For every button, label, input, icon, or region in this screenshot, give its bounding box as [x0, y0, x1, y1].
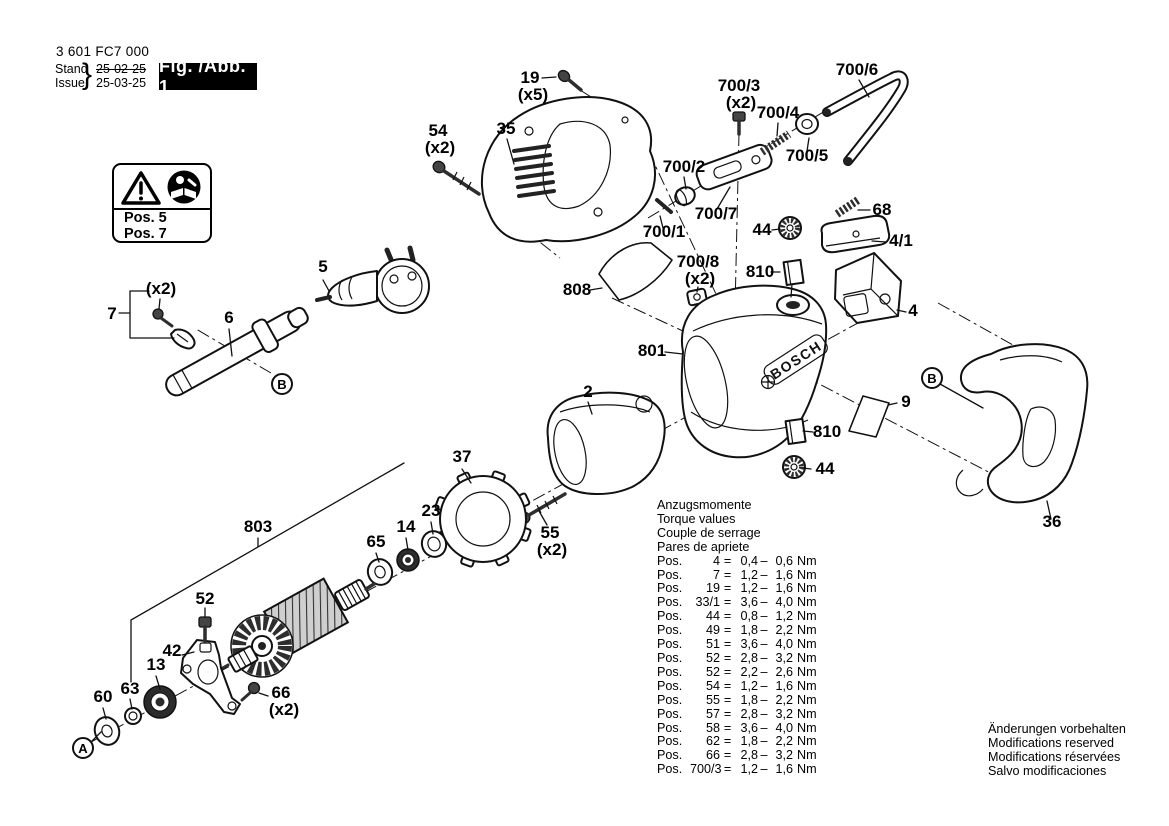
torque-row: [657, 678, 817, 694]
unit: Nm: [797, 706, 817, 721]
unit: Nm: [797, 637, 817, 652]
torque-row: [657, 567, 817, 583]
part-label-7-qty: (x2): [145, 279, 177, 298]
part-label-63: 63: [120, 679, 140, 698]
min-value: 1,2: [740, 581, 758, 596]
part-label-68: 68: [872, 200, 892, 219]
callout-b-left-letter: B: [277, 377, 287, 392]
eq: =: [723, 748, 732, 763]
pos-label: Pos.: [657, 623, 683, 638]
pos-value: 52: [705, 650, 720, 665]
part-label-700-7: 700/7: [694, 204, 738, 223]
air-baffle-37: [435, 471, 531, 567]
min-value: 2,2: [740, 664, 758, 679]
unit: Nm: [797, 567, 817, 582]
eq: =: [723, 706, 732, 721]
part-label-700-3: 700/3: [717, 76, 761, 95]
part-label-700-5: 700/5: [785, 146, 829, 165]
pos-label: Pos.: [657, 692, 683, 707]
unit: Nm: [797, 748, 817, 763]
part-label-54-qty: (x2): [424, 138, 456, 157]
note-en: Modifications reserved: [988, 736, 1114, 750]
max-value: 1,6: [775, 567, 793, 582]
pos-label: Pos.: [657, 637, 683, 652]
note-fr: Modifications réservées: [988, 750, 1121, 764]
issue-label: Issue: [55, 76, 85, 90]
pos-value: 4: [712, 553, 720, 568]
pos-label: Pos.: [657, 720, 683, 735]
eq: =: [723, 623, 732, 638]
eq: =: [723, 553, 732, 568]
unit: Nm: [797, 720, 817, 735]
torque-row: [657, 692, 817, 708]
max-value: 1,2: [775, 609, 793, 624]
label-plate-808: [599, 243, 672, 300]
range-dash: –: [760, 678, 768, 693]
pos-label: Pos.: [657, 734, 683, 749]
max-value: 2,2: [775, 692, 793, 707]
part-label-700-3-qty: (x2): [725, 93, 757, 112]
min-value: 2,8: [740, 650, 758, 665]
screw-7: [153, 309, 172, 326]
min-value: 1,8: [740, 692, 758, 707]
part-label-55: 55: [540, 523, 560, 542]
callout-a-letter: A: [78, 741, 88, 756]
pos-value: 44: [705, 609, 720, 624]
pos-value: 62: [705, 734, 720, 749]
max-value: 2,2: [775, 623, 793, 638]
handle-bar-700-6: [823, 75, 904, 165]
max-value: 4,0: [775, 720, 793, 735]
washer-65: [364, 556, 395, 589]
eq: =: [723, 567, 732, 582]
max-value: 2,6: [775, 664, 793, 679]
part-label-700-6: 700/6: [835, 60, 879, 79]
unit: Nm: [797, 581, 817, 596]
unit: Nm: [797, 678, 817, 693]
note-de: Änderungen vorbehalten: [988, 722, 1126, 736]
bearing-14: [397, 549, 419, 571]
range-dash: –: [760, 581, 768, 596]
range-dash: –: [760, 664, 768, 679]
old-date: 25-02-25: [96, 62, 147, 76]
part-label-42: 42: [162, 641, 182, 660]
part-label-19: 19: [520, 68, 540, 87]
eq: =: [723, 650, 732, 665]
min-value: 3,6: [740, 637, 758, 652]
torque-row: [657, 762, 817, 777]
torque-row: [657, 581, 817, 596]
cap-44-bottom: [783, 456, 805, 478]
part-label-65: 65: [366, 532, 386, 551]
torque-heading-de: Anzugsmomente: [657, 498, 752, 512]
pos-label: Pos.: [657, 650, 683, 665]
max-value: 3,2: [775, 706, 793, 721]
part-label-52: 52: [195, 589, 215, 608]
pos-label: Pos.: [657, 609, 683, 624]
plate-9: [849, 396, 889, 437]
pos-label: Pos.: [657, 762, 683, 777]
part-label-66: 66: [271, 683, 291, 702]
part-label-54: 54: [428, 121, 448, 140]
part-label-66-qty: (x2): [268, 700, 300, 719]
unit: Nm: [797, 734, 817, 749]
pos-value: 52: [705, 664, 720, 679]
torque-table: [657, 498, 817, 777]
range-dash: –: [760, 650, 768, 665]
cover-4-1: [821, 216, 889, 252]
pos-value: 66: [705, 748, 720, 763]
unit: Nm: [797, 692, 817, 707]
part-label-14: 14: [396, 517, 416, 536]
torque-row: [657, 609, 817, 624]
eq: =: [723, 581, 732, 596]
warning-pos-5: Pos. 5: [124, 210, 167, 226]
eq: =: [723, 734, 732, 749]
part-label-4: 4: [908, 301, 918, 320]
unit: Nm: [797, 664, 817, 679]
pos-value: 33/1: [695, 595, 720, 610]
spring-68: [837, 200, 858, 214]
screw-66: [242, 683, 260, 701]
min-value: 0,8: [740, 609, 758, 624]
eq: =: [723, 609, 732, 624]
eq: =: [723, 720, 732, 735]
range-dash: –: [760, 609, 768, 624]
part-label-808: 808: [562, 280, 592, 299]
part-label-810-top: 810: [745, 262, 775, 281]
part-label-13: 13: [146, 655, 166, 674]
unit: Nm: [797, 553, 817, 568]
torque-heading-en: Torque values: [657, 511, 736, 526]
part-label-44-bottom: 44: [815, 459, 835, 478]
torque-row: [657, 734, 817, 749]
eq: =: [723, 664, 732, 679]
eq: =: [723, 637, 732, 652]
min-value: 0,4: [740, 553, 758, 568]
bosch-logo-text: BOSCH: [767, 337, 825, 383]
cord-clamp-7: [171, 329, 195, 348]
pos-value: 7: [712, 567, 720, 582]
range-dash: –: [760, 720, 768, 735]
pos-value: 700/3: [690, 762, 722, 777]
part-label-19-qty: (x5): [517, 85, 549, 104]
max-value: 1,6: [775, 678, 793, 693]
part-label-803: 803: [243, 517, 273, 536]
range-dash: –: [760, 567, 768, 582]
part-label-6: 6: [224, 308, 234, 327]
issue-date: 25-03-25: [96, 76, 147, 90]
unit: Nm: [797, 623, 817, 638]
pos-label: Pos.: [657, 748, 683, 763]
min-value: 2,8: [740, 748, 758, 763]
max-value: 3,2: [775, 748, 793, 763]
pos-value: 51: [705, 637, 720, 652]
range-dash: –: [760, 748, 768, 763]
pos-value: 19: [705, 581, 720, 596]
part-label-700-2: 700/2: [662, 157, 706, 176]
torque-heading-es: Pares de apriete: [657, 539, 750, 554]
pos-value: 55: [705, 692, 720, 707]
min-value: 1,2: [740, 567, 758, 582]
part-label-2: 2: [583, 382, 593, 401]
part-label-60: 60: [93, 687, 113, 706]
pos-label: Pos.: [657, 706, 683, 721]
pos-label: Pos.: [657, 581, 683, 596]
min-value: 1,2: [740, 762, 758, 777]
pos-label: Pos.: [657, 595, 683, 610]
pos-value: 58: [705, 720, 720, 735]
range-dash: –: [760, 762, 768, 777]
unit: Nm: [797, 650, 817, 665]
callout-b-right-letter: B: [927, 371, 937, 386]
part-label-44-top: 44: [752, 220, 772, 239]
armature-803: [221, 579, 374, 677]
handle-housing-36: [956, 344, 1087, 502]
switch-module-4: [835, 253, 901, 323]
part-label-9: 9: [901, 392, 911, 411]
torque-row: [657, 623, 817, 638]
pos-value: 57: [705, 706, 720, 721]
unit: Nm: [797, 609, 817, 624]
eq: =: [723, 595, 732, 610]
bearing-13: [144, 686, 176, 718]
part-label-5: 5: [318, 257, 328, 276]
torque-row: [657, 748, 817, 763]
washer-60: [91, 714, 123, 749]
part-label-801: 801: [637, 341, 667, 360]
range-dash: –: [760, 553, 768, 568]
max-value: 3,2: [775, 650, 793, 665]
eq: =: [723, 678, 732, 693]
figure-label: Fig. /Abb. 1: [159, 55, 246, 97]
torque-heading-fr: Couple de serrage: [657, 525, 761, 540]
min-value: 2,8: [740, 706, 758, 721]
screw-700-3: [733, 112, 745, 134]
callout-b-right: [922, 368, 942, 388]
part-label-700-1: 700/1: [642, 222, 686, 241]
note-es: Salvo modificaciones: [988, 764, 1107, 778]
part-label-36: 36: [1042, 512, 1062, 531]
part-label-700-8-qty: (x2): [684, 269, 716, 288]
range-dash: –: [760, 706, 768, 721]
eq: =: [723, 762, 732, 777]
power-plug-5: [317, 248, 429, 313]
screw-52: [199, 617, 211, 641]
cap-44-top: [779, 217, 801, 239]
pos-label: Pos.: [657, 553, 683, 568]
part-label-700-8: 700/8: [676, 252, 720, 271]
min-value: 1,8: [740, 734, 758, 749]
max-value: 0,6: [775, 553, 793, 568]
min-value: 3,6: [740, 595, 758, 610]
pos-value: 49: [705, 623, 720, 638]
part-label-55-qty: (x2): [536, 540, 568, 559]
max-value: 4,0: [775, 595, 793, 610]
screw-54: [431, 159, 479, 194]
part-label-4-1: 4/1: [889, 231, 913, 250]
stand-label: Stand: [55, 62, 88, 76]
min-value: 3,6: [740, 720, 758, 735]
part-label-37: 37: [452, 447, 472, 466]
unit: Nm: [797, 595, 817, 610]
type-number: 3 601 FC7 000: [56, 44, 150, 59]
screw-19: [556, 68, 581, 90]
pos-label: Pos.: [657, 567, 683, 582]
carbon-brush-810-top: [784, 260, 804, 285]
torque-row: [657, 664, 817, 680]
unit: Nm: [797, 762, 817, 777]
max-value: 4,0: [775, 637, 793, 652]
max-value: 1,6: [775, 762, 793, 777]
part-label-700-4: 700/4: [756, 103, 800, 122]
range-dash: –: [760, 595, 768, 610]
pin-700-1: [657, 200, 671, 212]
part-label-810-bottom: 810: [812, 422, 842, 441]
date-brace: }: [82, 58, 93, 91]
max-value: 1,6: [775, 581, 793, 596]
range-dash: –: [760, 637, 768, 652]
callout-a: [73, 738, 93, 758]
part-label-7: 7: [107, 304, 117, 323]
stator-2: [548, 393, 665, 494]
callout-b-left: [272, 374, 292, 394]
torque-row: [657, 706, 817, 722]
pos-label: Pos.: [657, 664, 683, 679]
min-value: 1,2: [740, 678, 758, 693]
max-value: 2,2: [775, 734, 793, 749]
warning-pos-7: Pos. 7: [124, 226, 167, 242]
torque-row: [657, 553, 817, 569]
torque-row: [657, 637, 817, 652]
part-label-35: 35: [496, 119, 516, 138]
ring-700-5: [796, 114, 818, 134]
range-dash: –: [760, 623, 768, 638]
modification-notes: [988, 722, 1126, 778]
eq: =: [723, 692, 732, 707]
part-label-23: 23: [421, 501, 441, 520]
range-dash: –: [760, 734, 768, 749]
pos-value: 54: [705, 678, 720, 693]
min-value: 1,8: [740, 623, 758, 638]
torque-row: [657, 595, 817, 610]
torque-row: [657, 720, 817, 736]
range-dash: –: [760, 692, 768, 707]
ring-63: [125, 708, 141, 724]
torque-row: [657, 650, 817, 666]
pos-label: Pos.: [657, 678, 683, 693]
